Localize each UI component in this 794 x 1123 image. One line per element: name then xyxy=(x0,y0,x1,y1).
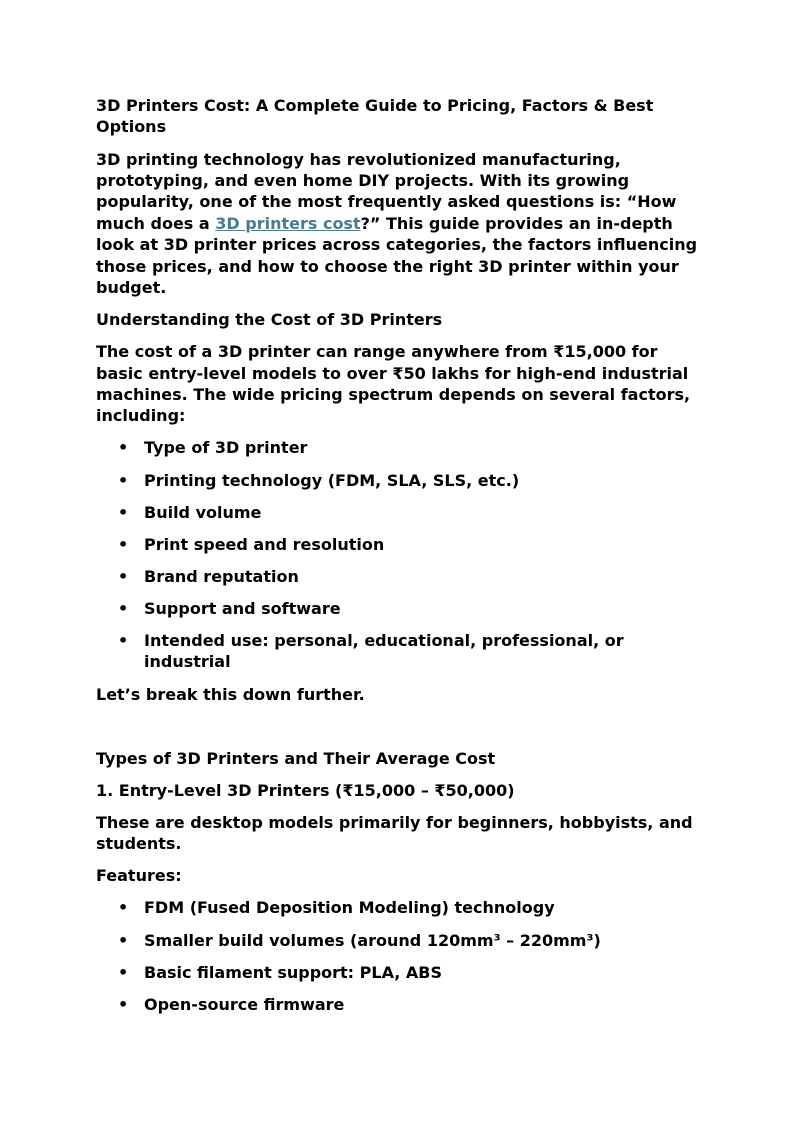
bullet-icon: • xyxy=(118,631,129,650)
list-item-text: Brand reputation xyxy=(144,566,299,586)
features-label: Features: xyxy=(96,866,182,886)
entry-level-features-list xyxy=(96,897,706,1015)
bullet-icon: • xyxy=(118,898,129,918)
list-item-text: Build volume xyxy=(144,502,262,522)
list-item xyxy=(96,962,706,983)
document-title: 3D Printers Cost: A Complete Guide to Pricing, Factors & Best Options xyxy=(96,96,654,137)
understanding-paragraph: The cost of a 3D printer can range anywhere from ₹15,000 for basic entry-level models to over ₹50 lakhs for high-end industrial machines. The wide pricing spectrum depends on several factors, including: xyxy=(96,342,691,426)
cost-factors-list xyxy=(96,437,706,672)
list-item-text: Intended use: personal, educational, professional, or industrial xyxy=(144,631,624,672)
intro-text-after-link: ?” This guide provides an in-depth look at 3D printer prices across categories, the factors influencing those prices, and how to choose the right 3D printer within your budget. xyxy=(96,213,698,297)
list-item xyxy=(96,566,706,587)
list-item-text: Type of 3D printer xyxy=(144,438,308,458)
printers-cost-link[interactable]: 3D printers cost xyxy=(215,213,361,233)
list-item xyxy=(96,994,706,1015)
intro-paragraph xyxy=(96,149,706,299)
list-item-text: Smaller build volumes (around 120mm³ – 220mm³) xyxy=(144,930,601,950)
bullet-icon: • xyxy=(118,994,129,1014)
list-item-text: Open-source firmware xyxy=(144,994,345,1014)
closing-line: Let’s break this down further. xyxy=(96,684,365,704)
list-item-text: Print speed and resolution xyxy=(144,534,385,554)
bullet-icon: • xyxy=(118,930,129,950)
intro-text-before-link: 3D printing technology has revolutionized manufacturing, prototyping, and even home DIY projects. With its growing popularity, one of the most frequently asked questions is: “How much does a xyxy=(96,149,677,233)
list-item xyxy=(96,470,706,491)
list-item xyxy=(96,630,706,673)
entry-level-description: These are desktop models primarily for beginners, hobbyists, and students. xyxy=(96,812,693,854)
bullet-icon: • xyxy=(118,502,129,522)
list-item xyxy=(96,598,706,619)
list-item xyxy=(96,897,706,918)
list-item-text: Basic filament support: PLA, ABS xyxy=(144,962,442,982)
list-item xyxy=(96,502,706,523)
list-item-text: FDM (Fused Deposition Modeling) technology xyxy=(144,898,555,918)
bullet-icon: • xyxy=(118,534,129,554)
entry-level-heading: 1. Entry-Level 3D Printers (₹15,000 – ₹50,000) xyxy=(96,780,515,800)
bullet-icon: • xyxy=(118,438,129,458)
understanding-heading: Understanding the Cost of 3D Printers xyxy=(96,310,443,330)
list-item xyxy=(96,534,706,555)
bullet-icon: • xyxy=(118,566,129,586)
list-item-text: Support and software xyxy=(144,598,341,618)
blank-line xyxy=(96,716,706,737)
bullet-icon: • xyxy=(118,470,129,490)
types-heading: Types of 3D Printers and Their Average Cost xyxy=(96,748,496,768)
list-item-text: Printing technology (FDM, SLA, SLS, etc.) xyxy=(144,470,520,490)
list-item xyxy=(96,437,706,458)
bullet-icon: • xyxy=(118,598,129,618)
bullet-icon: • xyxy=(118,962,129,982)
document-page xyxy=(96,95,706,1026)
list-item xyxy=(96,930,706,951)
